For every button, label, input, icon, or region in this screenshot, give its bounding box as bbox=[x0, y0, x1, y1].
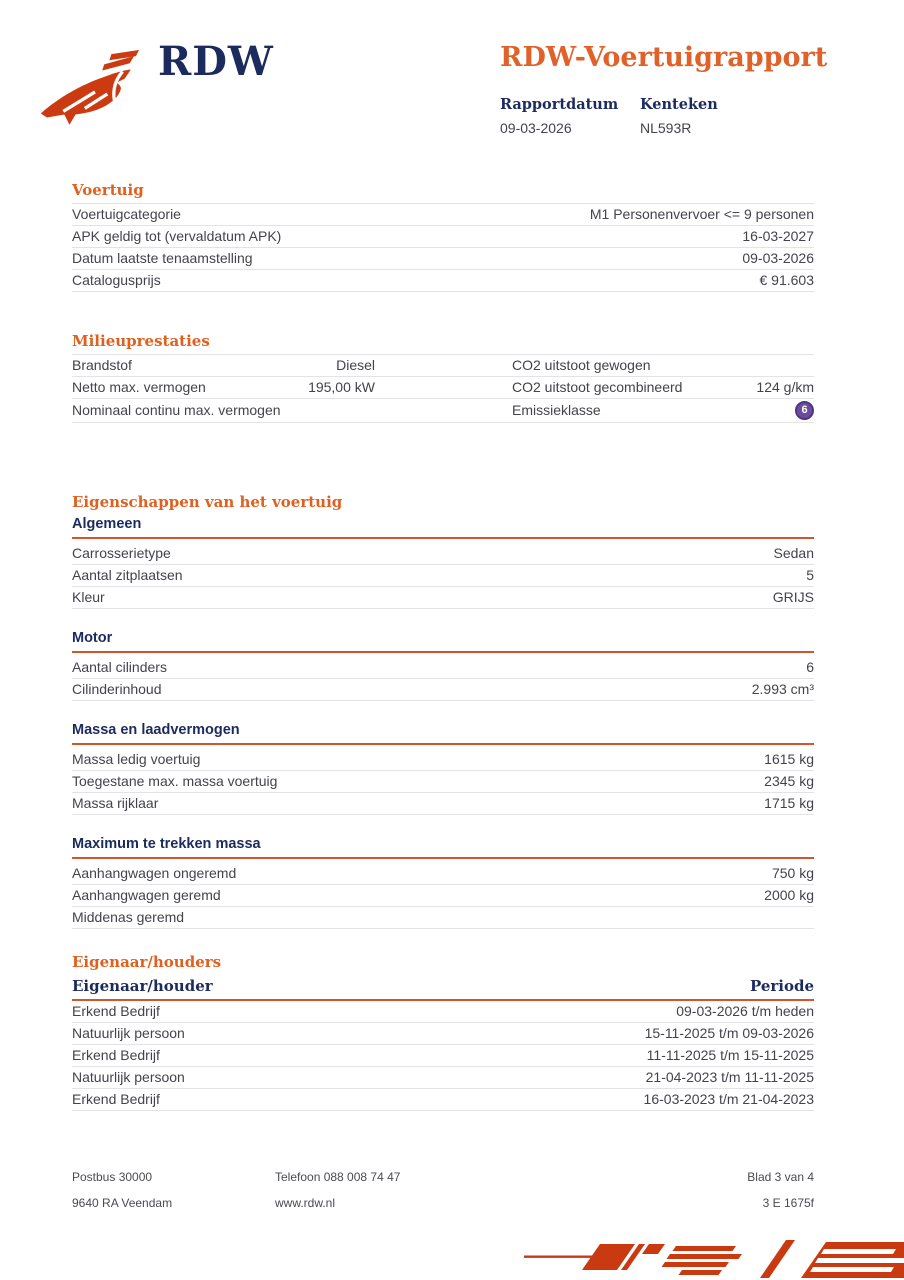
row-label: Middenas geremd bbox=[72, 909, 185, 925]
row-value: 1715 kg bbox=[764, 795, 814, 811]
row-value: Diesel bbox=[336, 357, 375, 373]
report-body bbox=[72, 0, 814, 1111]
report-date-value: 09-03-2026 bbox=[500, 120, 572, 136]
emission-class-badge: 6 bbox=[795, 401, 814, 420]
row-label: Massa ledig voertuig bbox=[72, 751, 201, 767]
row-label: Carrosserietype bbox=[72, 545, 171, 561]
owner-row bbox=[72, 1089, 814, 1111]
table-row bbox=[72, 270, 814, 292]
row-label: Massa rijklaar bbox=[72, 795, 159, 811]
row-label: Cilinderinhoud bbox=[72, 681, 162, 697]
row-value: 16-03-2027 bbox=[742, 228, 814, 244]
table-row bbox=[72, 749, 814, 771]
row-label: Aantal cilinders bbox=[72, 659, 167, 675]
license-plate-value: NL593R bbox=[640, 120, 692, 136]
table-row bbox=[72, 226, 814, 248]
owner-period: 11-11-2025 t/m 15-11-2025 bbox=[646, 1047, 814, 1063]
subsection-title-maximum-trekken-massa: Maximum te trekken massa bbox=[72, 835, 814, 859]
subsection-title-algemeen: Algemeen bbox=[72, 515, 814, 539]
table-row bbox=[72, 771, 814, 793]
owner-period: 21-04-2023 t/m 11-11-2025 bbox=[645, 1069, 814, 1085]
table-row bbox=[72, 204, 814, 226]
owner-type: Erkend Bedrijf bbox=[72, 1003, 160, 1019]
row-value: M1 Personenvervoer <= 9 personen bbox=[589, 206, 814, 222]
table-row bbox=[72, 543, 814, 565]
table-row bbox=[72, 565, 814, 587]
subsection-massa-laadvermogen bbox=[72, 721, 814, 815]
owner-row bbox=[72, 1001, 814, 1023]
rdw-logo-text: RDW bbox=[158, 38, 274, 85]
row-label: Datum laatste tenaamstelling bbox=[72, 250, 253, 266]
table-row bbox=[72, 793, 814, 815]
subsection-title-motor: Motor bbox=[72, 629, 814, 653]
table-row bbox=[72, 355, 814, 377]
owner-period: 16-03-2023 t/m 21-04-2023 bbox=[643, 1091, 814, 1107]
owner-row bbox=[72, 1045, 814, 1067]
row-value: 750 kg bbox=[771, 865, 814, 881]
owner-type: Erkend Bedrijf bbox=[72, 1047, 160, 1063]
period-column-header: Periode bbox=[749, 977, 814, 995]
table-row bbox=[72, 863, 814, 885]
report-date-label: Rapportdatum bbox=[500, 96, 619, 113]
subsection-title-massa-laadvermogen: Massa en laadvermogen bbox=[72, 721, 814, 745]
row-value: 6 bbox=[806, 659, 814, 675]
owner-row bbox=[72, 1023, 814, 1045]
footer-doc-code: 3 E 1675f bbox=[762, 1196, 814, 1210]
table-row bbox=[72, 377, 814, 399]
page-footer bbox=[72, 1170, 814, 1210]
owner-type: Erkend Bedrijf bbox=[72, 1091, 160, 1107]
row-label: APK geldig tot (vervaldatum APK) bbox=[72, 228, 282, 244]
row-value: 09-03-2026 bbox=[742, 250, 814, 266]
owner-column-header: Eigenaar/houder bbox=[72, 977, 213, 995]
row-value: 124 g/km bbox=[756, 379, 814, 395]
row-label: Aanhangwagen ongeremd bbox=[72, 865, 237, 881]
owner-period: 09-03-2026 t/m heden bbox=[676, 1003, 814, 1019]
table-row bbox=[72, 907, 814, 929]
row-value: Sedan bbox=[773, 545, 814, 561]
table-row bbox=[72, 885, 814, 907]
footer-page-indicator: Blad 3 van 4 bbox=[747, 1170, 814, 1184]
row-label: Aanhangwagen geremd bbox=[72, 887, 221, 903]
row-label: Toegestane max. massa voertuig bbox=[72, 773, 278, 789]
table-row bbox=[72, 657, 814, 679]
row-label: Catalogusprijs bbox=[72, 272, 161, 288]
row-value: GRIJS bbox=[772, 589, 814, 605]
footer-address-line1: Postbus 30000 bbox=[72, 1170, 153, 1184]
subsection-motor bbox=[72, 629, 814, 701]
table-row bbox=[72, 679, 814, 701]
table-row bbox=[72, 587, 814, 609]
section-voertuig bbox=[72, 181, 814, 292]
table-row bbox=[72, 399, 814, 423]
owner-table-header bbox=[72, 975, 814, 1001]
section-eigenschappen bbox=[72, 493, 814, 929]
section-milieuprestaties bbox=[72, 332, 814, 423]
row-label: CO2 uitstoot gecombineerd bbox=[512, 379, 683, 395]
owner-row bbox=[72, 1067, 814, 1089]
row-label: Netto max. vermogen bbox=[72, 379, 206, 395]
footer-phone: Telefoon 088 008 74 47 bbox=[275, 1170, 401, 1184]
row-label: Voertuigcategorie bbox=[72, 206, 181, 222]
row-value: 5 bbox=[806, 567, 814, 583]
owner-type: Natuurlijk persoon bbox=[72, 1025, 185, 1041]
row-label: Nominaal continu max. vermogen bbox=[72, 402, 281, 418]
section-eigenaar-houders bbox=[72, 953, 814, 1111]
footer-website: www.rdw.nl bbox=[275, 1196, 336, 1210]
table-row bbox=[72, 248, 814, 270]
row-value: 1615 kg bbox=[764, 751, 814, 767]
row-value: 2345 kg bbox=[764, 773, 814, 789]
page-title: RDW-Voertuigrapport bbox=[500, 42, 828, 73]
row-label: CO2 uitstoot gewogen bbox=[512, 357, 651, 373]
row-value: 2000 kg bbox=[764, 887, 814, 903]
section-title-milieuprestaties: Milieuprestaties bbox=[72, 332, 210, 350]
row-label: Brandstof bbox=[72, 357, 132, 373]
section-title-voertuig: Voertuig bbox=[72, 181, 144, 199]
subsection-maximum-trekken-massa bbox=[72, 835, 814, 929]
row-value: 2.993 cm³ bbox=[751, 681, 814, 697]
rdw-stripes-artwork-icon bbox=[524, 1234, 904, 1280]
subsection-algemeen bbox=[72, 515, 814, 609]
footer-address-line2: 9640 RA Veendam bbox=[72, 1196, 173, 1210]
section-title-eigenschappen: Eigenschappen van het voertuig bbox=[72, 493, 343, 511]
section-title-eigenaar-houders: Eigenaar/houders bbox=[72, 953, 222, 971]
owner-period: 15-11-2025 t/m 09-03-2026 bbox=[644, 1025, 814, 1041]
license-plate-label: Kenteken bbox=[640, 96, 718, 113]
row-value: € 91.603 bbox=[759, 272, 814, 288]
row-label: Aantal zitplaatsen bbox=[72, 567, 183, 583]
owner-type: Natuurlijk persoon bbox=[72, 1069, 185, 1085]
row-label: Kleur bbox=[72, 589, 105, 605]
row-label: Emissieklasse bbox=[512, 402, 601, 418]
row-value: 195,00 kW bbox=[308, 379, 375, 395]
